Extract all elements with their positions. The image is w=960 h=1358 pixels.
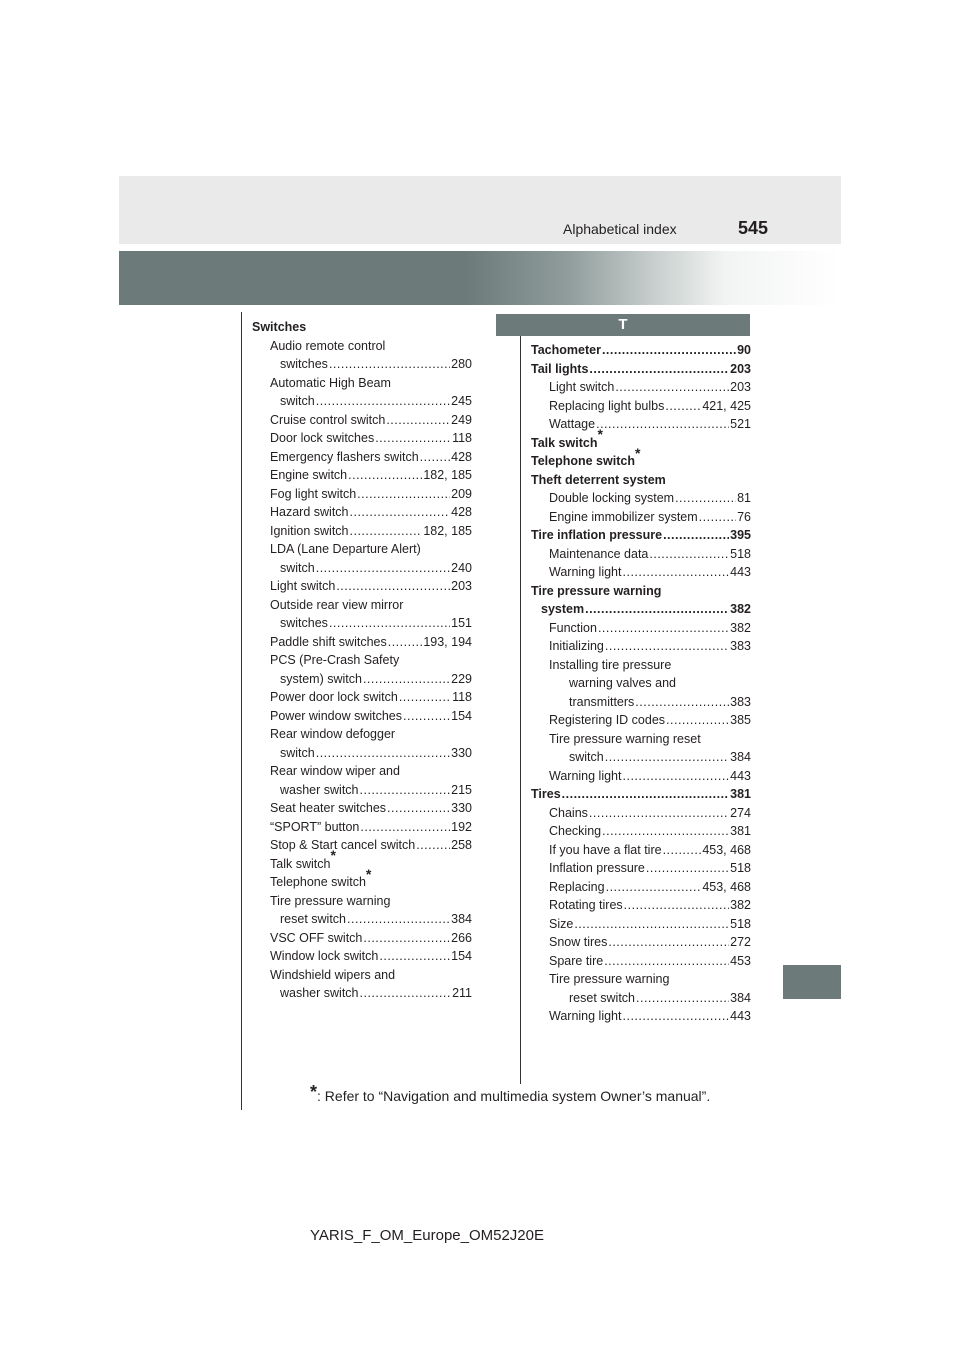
index-entry (252, 799, 472, 818)
dot-leader (624, 896, 729, 915)
dot-leader (699, 508, 736, 527)
index-subheading (252, 540, 472, 559)
entry-label: Door lock switches (270, 431, 375, 445)
entry-text: Switches (252, 320, 307, 334)
index-entry (531, 341, 751, 360)
index-entry (252, 522, 472, 541)
entry-page: 383 (730, 639, 751, 653)
index-entry (531, 859, 751, 878)
footnote (310, 1082, 711, 1106)
entry-page: 382 (730, 898, 751, 912)
entry-page: 382 (730, 602, 751, 616)
index-entry (531, 693, 751, 712)
footnote-marker: * (330, 847, 336, 864)
index-subheading (531, 730, 751, 749)
chapter-thumb-tab (783, 965, 841, 999)
entry-page: 453, 468 (702, 879, 751, 894)
index-entry (252, 503, 472, 522)
index-entry (252, 670, 472, 689)
entry-text: Theft deterrent system (531, 472, 666, 487)
entry-page: 266 (451, 930, 472, 945)
entry-page: 383 (730, 694, 751, 709)
entry-page: 443 (730, 1009, 751, 1023)
entry-text: Audio remote control (270, 338, 386, 353)
footnote-marker: * (597, 426, 603, 443)
entry-label: Seat heater switches (270, 801, 387, 815)
header-band (119, 176, 841, 244)
entry-page: 381 (730, 787, 751, 801)
entry-page: 182, 185 (423, 523, 472, 538)
index-subheading (252, 337, 472, 356)
entry-label: Engine immobilizer system (549, 509, 698, 524)
dot-leader (348, 466, 422, 485)
entry-text: warning valves and (569, 676, 677, 690)
index-entry (531, 989, 751, 1008)
index-entry (252, 633, 472, 652)
entry-label: Emergency flashers switch (270, 449, 419, 464)
index-subheading (252, 725, 472, 744)
entry-text: Tire pressure warning (531, 583, 662, 598)
entry-label: Replacing light bulbs (549, 398, 665, 413)
index-entry (252, 929, 472, 948)
dot-leader (623, 563, 730, 582)
entry-page: 81 (737, 491, 751, 505)
entry-label: Paddle shift switches (270, 634, 387, 649)
entry-label: Size (549, 916, 574, 931)
index-entry (531, 563, 751, 582)
dot-leader (329, 355, 450, 374)
index-subheading (252, 966, 472, 985)
entry-page: 518 (730, 861, 751, 875)
entry-label: If you have a flat tire (549, 842, 662, 857)
entry-page: 154 (451, 708, 472, 723)
index-heading (531, 426, 751, 453)
entry-page: 330 (451, 801, 472, 815)
dot-leader (420, 448, 450, 467)
entry-label: Hazard switch (270, 505, 349, 519)
entry-page: 203 (451, 579, 472, 593)
entry-page: 384 (730, 750, 751, 764)
column-divider (520, 336, 521, 1084)
dot-leader (589, 804, 729, 823)
entry-label: switches (280, 616, 328, 630)
dot-leader (663, 526, 729, 545)
index-entry (531, 748, 751, 767)
index-heading (531, 471, 751, 490)
entry-label: Stop & Start cancel switch (270, 838, 416, 852)
index-entry (531, 637, 751, 656)
dot-leader (636, 989, 729, 1008)
dot-leader (666, 711, 729, 730)
entry-page: 245 (451, 394, 472, 408)
entry-page: 518 (730, 916, 751, 931)
entry-text: Automatic High Beam (270, 375, 391, 390)
entry-page: 443 (730, 565, 751, 579)
dot-leader (329, 614, 450, 633)
entry-page: 518 (730, 546, 751, 561)
dot-leader (605, 748, 729, 767)
entry-page: 382 (730, 620, 751, 635)
entry-page: 428 (451, 449, 472, 464)
entry-text: LDA (Lane Departure Alert) (270, 542, 421, 556)
index-entry (531, 785, 751, 804)
dot-leader (623, 767, 730, 786)
entry-label: Warning light (549, 768, 622, 783)
entry-text: Rear window wiper and (270, 764, 400, 778)
dot-leader (649, 545, 729, 564)
entry-label: Power door lock switch (270, 690, 398, 704)
index-heading (531, 444, 751, 471)
entry-page: 182, 185 (423, 468, 472, 482)
entry-text: Outside rear view mirror (270, 597, 404, 612)
dot-leader (416, 836, 450, 855)
index-entry (531, 1007, 751, 1026)
entry-label: Engine switch (270, 468, 348, 482)
entry-label: VSC OFF switch (270, 930, 363, 945)
entry-page: 428 (451, 505, 472, 519)
index-entry (531, 767, 751, 786)
entry-label: Warning light (549, 1009, 622, 1023)
entry-label: switch (280, 394, 315, 408)
dot-leader (574, 915, 729, 934)
index-subheading (252, 374, 472, 393)
left-margin-rule (241, 312, 242, 1110)
entry-label: switch (569, 750, 604, 764)
dot-leader (363, 929, 450, 948)
entry-label: Function (549, 620, 597, 635)
index-heading (531, 582, 751, 601)
dot-leader (388, 633, 423, 652)
dot-leader (589, 360, 729, 379)
entry-text: Tire pressure warning (270, 893, 391, 908)
dot-leader (623, 1007, 730, 1026)
dot-leader (663, 841, 702, 860)
index-entry (531, 896, 751, 915)
entry-page: 211 (452, 986, 472, 1000)
entry-text: Tire pressure warning (549, 972, 670, 986)
entry-label: Light switch (270, 579, 336, 593)
entry-label: Wattage (549, 417, 596, 431)
index-entry (252, 984, 472, 1003)
entry-label: Checking (549, 824, 602, 838)
entry-label: switches (280, 357, 328, 371)
entry-text: PCS (Pre-Crash Safety (270, 653, 400, 667)
entry-text: Telephone switch (531, 454, 635, 468)
index-entry (252, 614, 472, 633)
dot-leader (360, 781, 451, 800)
dot-leader (403, 707, 450, 726)
index-entry (252, 411, 472, 430)
entry-page: 118 (452, 431, 472, 445)
entry-text: Windshield wipers and (270, 967, 396, 982)
index-entry (531, 841, 751, 860)
entry-page: 203 (730, 380, 751, 394)
dot-leader (336, 577, 450, 596)
index-subheading (531, 656, 751, 675)
entry-label: washer switch (280, 782, 359, 797)
index-subheading (252, 651, 472, 670)
index-entry (252, 577, 472, 596)
entry-label: Tail lights (531, 361, 589, 376)
index-entry (531, 545, 751, 564)
dot-leader (316, 744, 450, 763)
index-entry (252, 485, 472, 504)
entry-label: Cruise control switch (270, 412, 386, 427)
entry-label: Power window switches (270, 708, 402, 723)
entry-page: 76 (737, 509, 751, 524)
entry-label: system (541, 602, 585, 616)
entry-text: Rear window defogger (270, 727, 396, 741)
dot-leader (596, 415, 729, 434)
index-entry (252, 559, 472, 578)
index-entry (531, 915, 751, 934)
index-entry (252, 910, 472, 929)
index-subheading (252, 596, 472, 615)
dot-leader (608, 933, 729, 952)
entry-text: Tire pressure warning reset (549, 731, 701, 746)
dot-leader (347, 910, 450, 929)
index-entry (252, 429, 472, 448)
dot-leader (585, 600, 729, 619)
index-entry (252, 355, 472, 374)
entry-label: Tire inflation pressure (531, 528, 663, 542)
entry-page: 154 (451, 949, 472, 963)
index-entry (531, 415, 751, 434)
index-entry (531, 397, 751, 416)
section-bar (119, 251, 841, 305)
entry-label: reset switch (569, 990, 635, 1005)
entry-page: 453, 468 (702, 842, 751, 857)
entry-page: 384 (730, 990, 751, 1005)
index-entry (531, 804, 751, 823)
entry-text: Telephone switch (270, 875, 366, 889)
index-subheading (252, 847, 472, 874)
index-column-right (531, 341, 751, 1026)
index-entry (252, 947, 472, 966)
index-entry (252, 688, 472, 707)
entry-label: Maintenance data (549, 546, 649, 561)
index-entry (252, 466, 472, 485)
entry-label: Tachometer (531, 343, 601, 357)
dot-leader (675, 489, 736, 508)
index-entry (531, 508, 751, 527)
index-heading (252, 318, 472, 337)
entry-page: 395 (730, 528, 751, 542)
dot-leader (375, 429, 451, 448)
entry-label: Tires (531, 787, 561, 801)
entry-page: 258 (451, 838, 472, 852)
index-entry (531, 600, 751, 619)
entry-label: Chains (549, 805, 588, 820)
index-entry (252, 744, 472, 763)
entry-page: 280 (451, 357, 472, 371)
entry-page: 443 (730, 768, 751, 783)
entry-page: 330 (451, 745, 472, 760)
index-entry (531, 360, 751, 379)
entry-page: 453 (730, 953, 751, 968)
entry-label: Registering ID codes (549, 713, 666, 727)
entry-page: 521 (730, 417, 751, 431)
dot-leader (350, 522, 423, 541)
index-subheading (252, 892, 472, 911)
entry-page: 229 (451, 671, 472, 686)
dot-leader (350, 503, 451, 522)
index-entry (252, 448, 472, 467)
entry-page: 381 (730, 824, 751, 838)
dot-leader (665, 397, 701, 416)
entry-text: Talk switch (531, 435, 598, 450)
entry-page: 215 (451, 782, 472, 797)
index-subheading (531, 674, 751, 693)
index-entry (252, 781, 472, 800)
index-entry (531, 489, 751, 508)
entry-label: system) switch (280, 671, 362, 686)
entry-label: Light switch (549, 380, 615, 394)
index-column-left (252, 318, 472, 1003)
entry-page: 209 (451, 486, 472, 501)
entry-text: Talk switch (270, 856, 331, 871)
entry-label: Window lock switch (270, 949, 379, 963)
entry-label: Rotating tires (549, 898, 623, 912)
dot-leader (602, 341, 736, 360)
index-entry (252, 818, 472, 837)
entry-page: 90 (737, 343, 751, 357)
footnote-marker: * (365, 865, 372, 882)
entry-label: Initializing (549, 639, 604, 653)
dot-leader (363, 670, 450, 689)
entry-label: Snow tires (549, 935, 608, 949)
entry-label: Spare tire (549, 953, 604, 968)
dot-leader (386, 411, 450, 430)
dot-leader (316, 392, 450, 411)
page-header-title: Alphabetical index (563, 221, 677, 237)
entry-page: 118 (452, 690, 472, 704)
dot-leader (316, 559, 450, 578)
index-entry (252, 836, 472, 855)
entry-label: reset switch (280, 912, 346, 926)
index-subheading (531, 970, 751, 989)
dot-leader (615, 378, 729, 397)
entry-page: 240 (451, 560, 472, 575)
dot-leader (635, 693, 729, 712)
entry-label: switch (280, 560, 315, 575)
index-entry (531, 878, 751, 897)
dot-leader (387, 799, 450, 818)
index-entry (531, 526, 751, 545)
index-entry (531, 822, 751, 841)
entry-label: “SPORT” button (270, 819, 360, 834)
dot-leader (602, 822, 729, 841)
entry-page: 385 (730, 713, 751, 727)
dot-leader (598, 619, 729, 638)
entry-label: switch (280, 745, 315, 760)
entry-page: 384 (451, 912, 472, 926)
index-entry (252, 392, 472, 411)
index-entry (531, 378, 751, 397)
dot-leader (606, 878, 702, 897)
footnote-symbol: * (310, 1082, 318, 1102)
footnote-text: : Refer to “Navigation and multimedia system Owner’s manual”. (317, 1088, 711, 1104)
entry-label: Inflation pressure (549, 861, 645, 875)
dot-leader (357, 485, 450, 504)
entry-text: Installing tire pressure (549, 657, 672, 672)
dot-leader (360, 984, 452, 1003)
entry-label: washer switch (280, 986, 359, 1000)
index-entry (531, 711, 751, 730)
entry-page: 203 (730, 361, 751, 376)
footnote-marker: * (634, 444, 641, 461)
entry-label: Replacing (549, 879, 605, 894)
index-subheading (252, 762, 472, 781)
dot-leader (562, 785, 729, 804)
page-number: 545 (738, 218, 769, 238)
dot-leader (646, 859, 729, 878)
dot-leader (604, 952, 729, 971)
index-subheading (252, 865, 472, 892)
entry-label: Fog light switch (270, 486, 357, 501)
document-id: YARIS_F_OM_Europe_OM52J20E (310, 1227, 545, 1244)
entry-label: Ignition switch (270, 523, 349, 538)
index-entry (531, 952, 751, 971)
dot-leader (605, 637, 729, 656)
index-entry (252, 707, 472, 726)
entry-label: Double locking system (549, 491, 675, 505)
dot-leader (379, 947, 450, 966)
entry-label: transmitters (569, 694, 635, 709)
index-entry (531, 619, 751, 638)
entry-page: 151 (451, 616, 472, 630)
index-entry (531, 933, 751, 952)
section-letter: T (618, 316, 628, 333)
entry-page: 249 (451, 412, 472, 427)
entry-page: 272 (730, 935, 751, 949)
entry-page: 192 (451, 819, 472, 834)
dot-leader (360, 818, 450, 837)
entry-page: 274 (730, 805, 751, 820)
entry-page: 421, 425 (702, 398, 751, 413)
entry-page: 193, 194 (423, 634, 472, 649)
dot-leader (399, 688, 451, 707)
entry-label: Warning light (549, 565, 622, 579)
